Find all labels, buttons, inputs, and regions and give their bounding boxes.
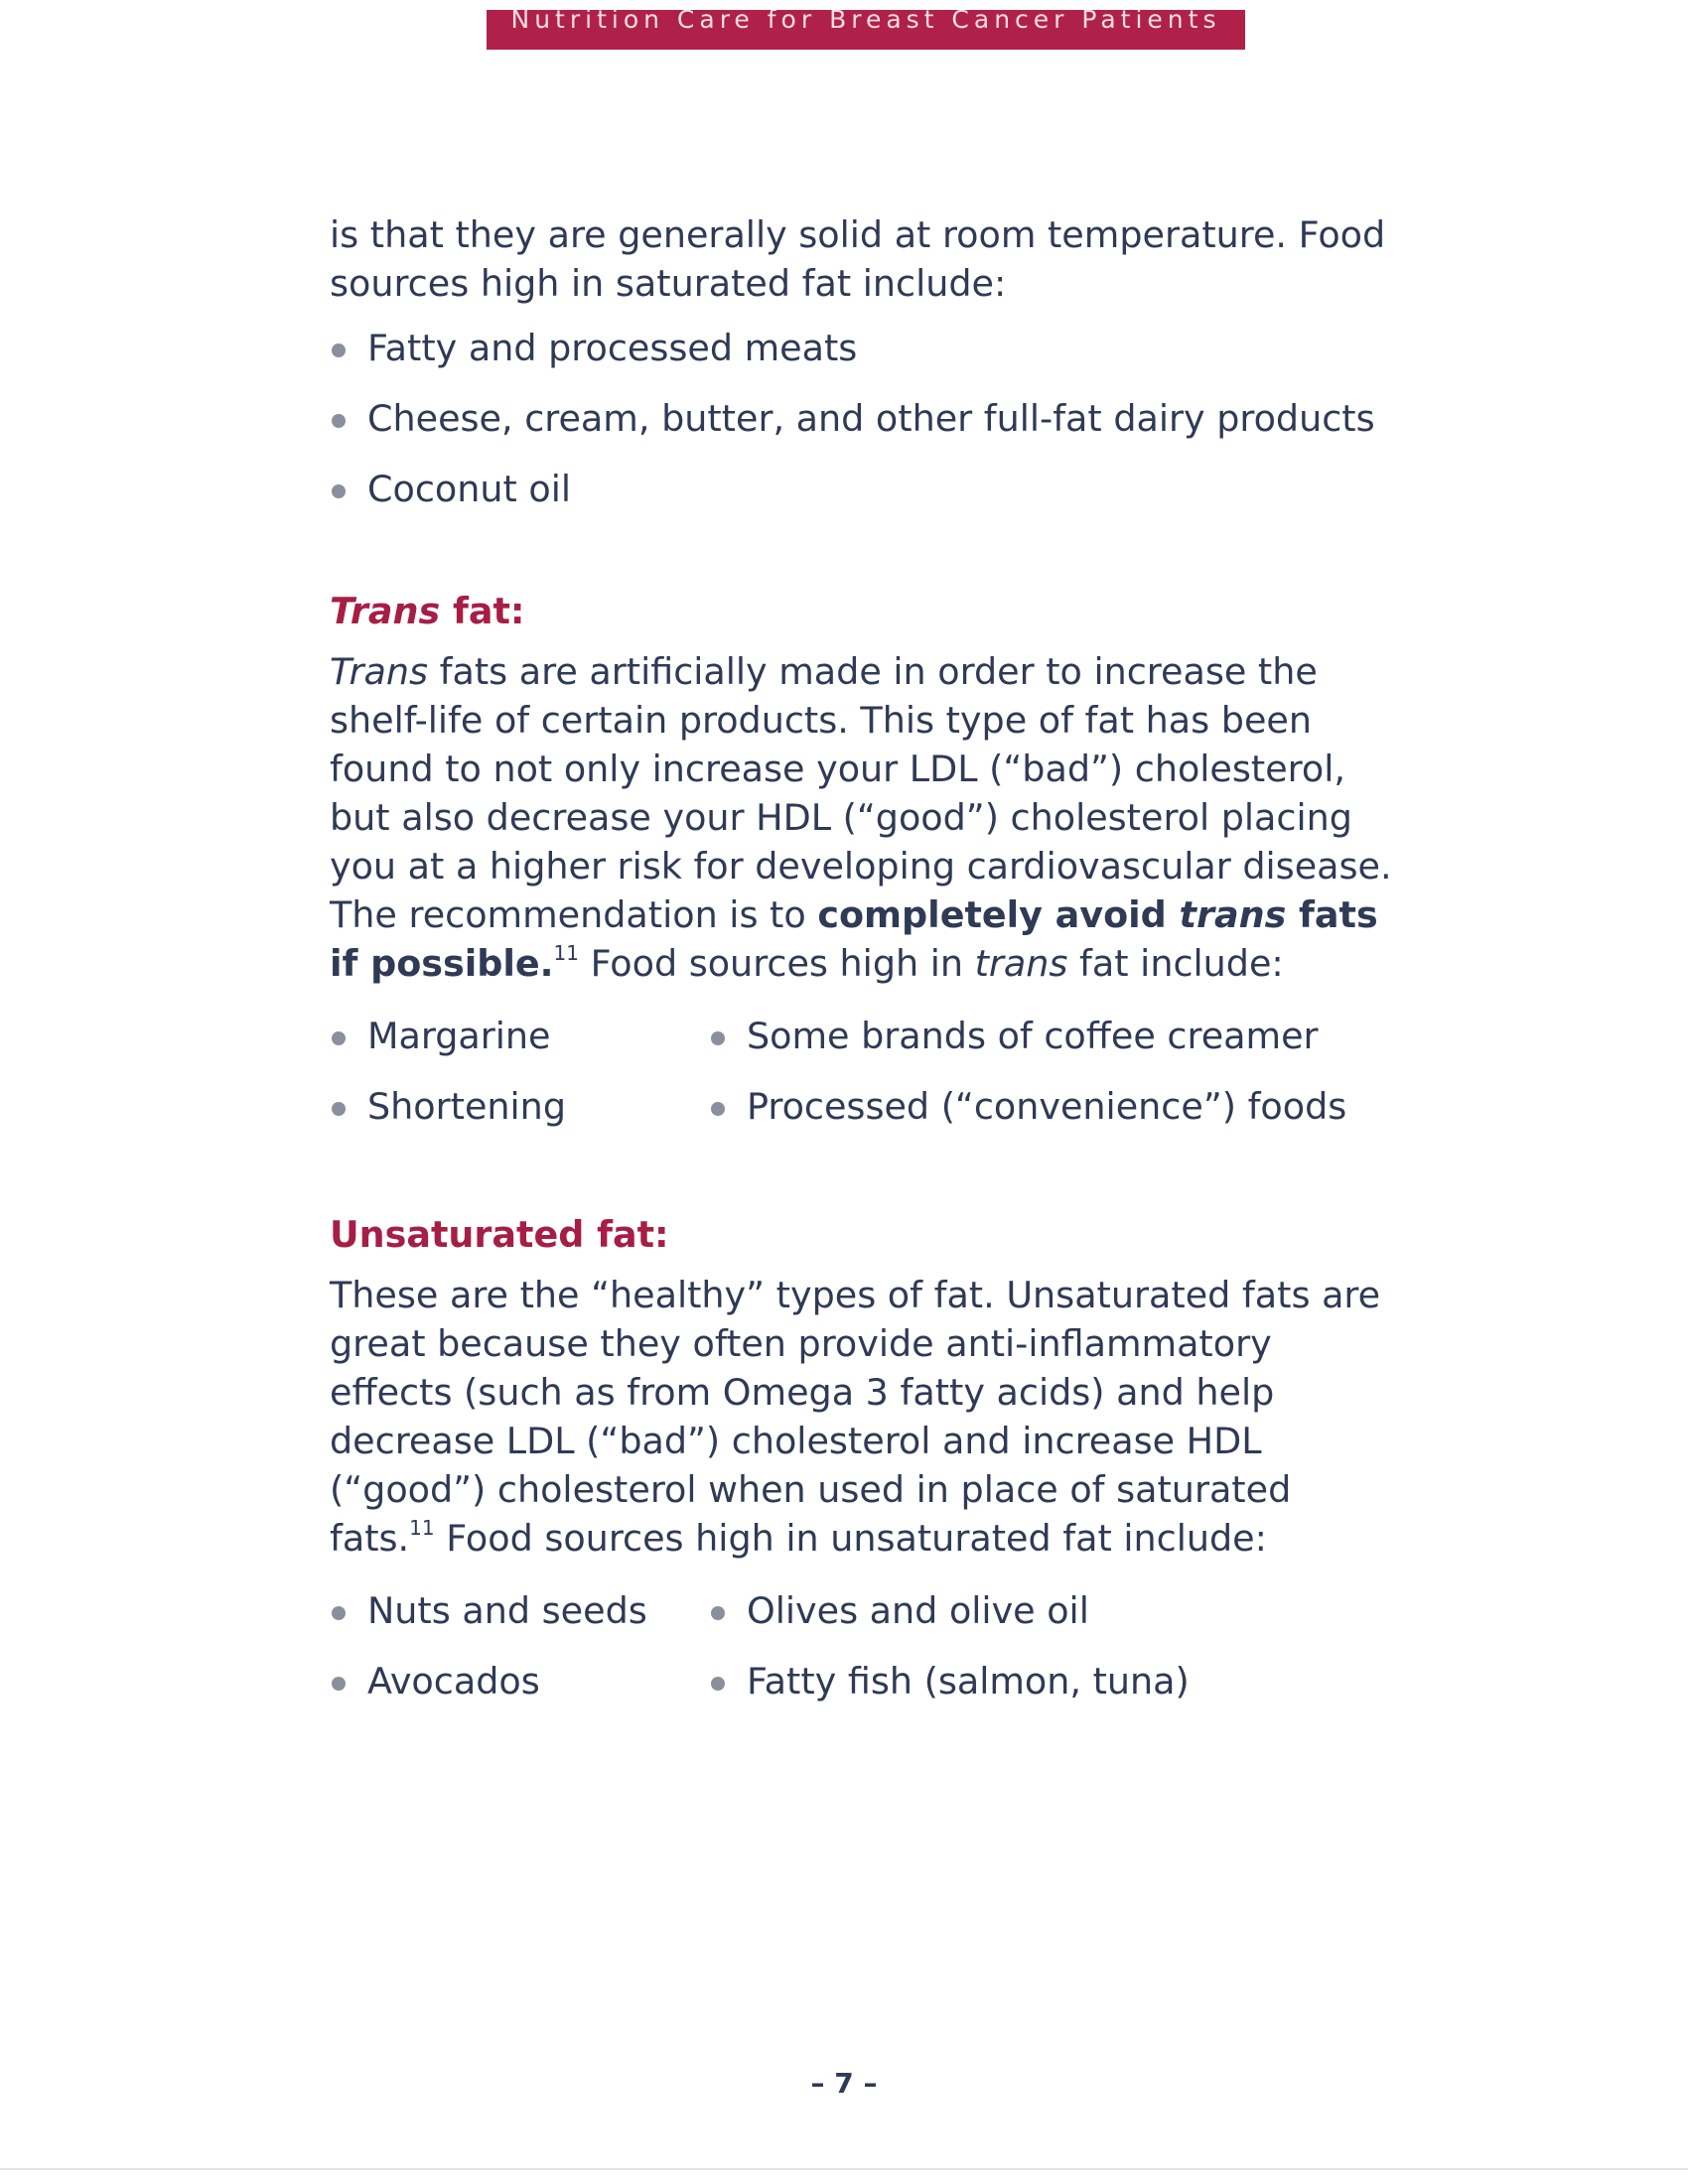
- trans-bold-text-end: fats if possible.: [330, 893, 1378, 985]
- saturated-intro: is that they are generally solid at room temperature. Food sources high in saturated fat include:: [330, 213, 1386, 305]
- trans-bold-text: completely avoid: [817, 893, 1180, 936]
- trans-paragraph: [330, 647, 1402, 988]
- trans-para-text-3: fat include:: [1067, 942, 1284, 985]
- saturated-bullet-list: [330, 324, 1402, 535]
- trans-para-italic: Trans: [330, 650, 428, 693]
- trans-para-italic-mid: trans: [974, 942, 1068, 985]
- unsaturated-fat-heading: Unsaturated fat:: [330, 1213, 669, 1256]
- list-item: Fatty fish (salmon, tuna): [709, 1657, 1402, 1727]
- page-content: [330, 210, 1402, 1727]
- list-item: Avocados: [330, 1657, 709, 1727]
- trans-para-text: fats are artificially made in order to increase the shelf-life of certain products. This type of fat has been found to not only increase your LDL (“bad”) cholesterol, but also decrease your HDL (“good”) cholesterol placing you at a higher risk for developing cardiovascular disease. The recommendation is to: [330, 650, 1392, 936]
- list-item: Coconut oil: [330, 465, 1402, 535]
- list-item: Olives and olive oil: [709, 1586, 1402, 1657]
- unsat-para-text: These are the “healthy” types of fat. Unsaturated fats are great because they often provide anti-inflammatory effects (such as from Omega 3 fatty acids) and help decrease LDL (“bad”) cholesterol and increase HDL (“good”) cholesterol when used in place of saturated fats.: [330, 1274, 1381, 1560]
- citation-marker: 11: [409, 1516, 435, 1540]
- unsat-bullets-right: [709, 1586, 1402, 1727]
- list-item: Margarine: [330, 1012, 709, 1082]
- trans-para-text-2: Food sources high in: [578, 942, 975, 985]
- unsat-para-text-2: Food sources high in unsaturated fat include:: [434, 1517, 1267, 1560]
- citation-marker: 11: [553, 941, 579, 965]
- header-title: Nutrition Care for Breast Cancer Patients: [510, 10, 1221, 34]
- trans-bullet-columns: [330, 1012, 1402, 1153]
- trans-heading-italic: Trans: [330, 590, 441, 632]
- trans-fat-heading: [330, 587, 1402, 635]
- trans-heading-rest: fat:: [440, 590, 525, 632]
- trans-bold-italic: trans: [1179, 893, 1287, 936]
- list-item: Fatty and processed meats: [330, 324, 1402, 394]
- trans-bullets-left: [330, 1012, 709, 1153]
- list-item: Cheese, cream, butter, and other full-fat dairy products: [330, 394, 1402, 465]
- unsaturated-paragraph: [330, 1271, 1402, 1563]
- page-bottom-edge: [0, 2168, 1688, 2170]
- list-item: Nuts and seeds: [330, 1586, 709, 1657]
- unsaturated-bullet-columns: [330, 1586, 1402, 1727]
- list-item: Some brands of coffee creamer: [709, 1012, 1402, 1082]
- unsat-bullets-left: [330, 1586, 709, 1727]
- trans-bullets-right: [709, 1012, 1402, 1153]
- list-item: Processed (“convenience”) foods: [709, 1082, 1402, 1153]
- header-banner: [487, 10, 1245, 50]
- list-item: Shortening: [330, 1082, 709, 1153]
- page-number: – 7 –: [810, 2067, 878, 2100]
